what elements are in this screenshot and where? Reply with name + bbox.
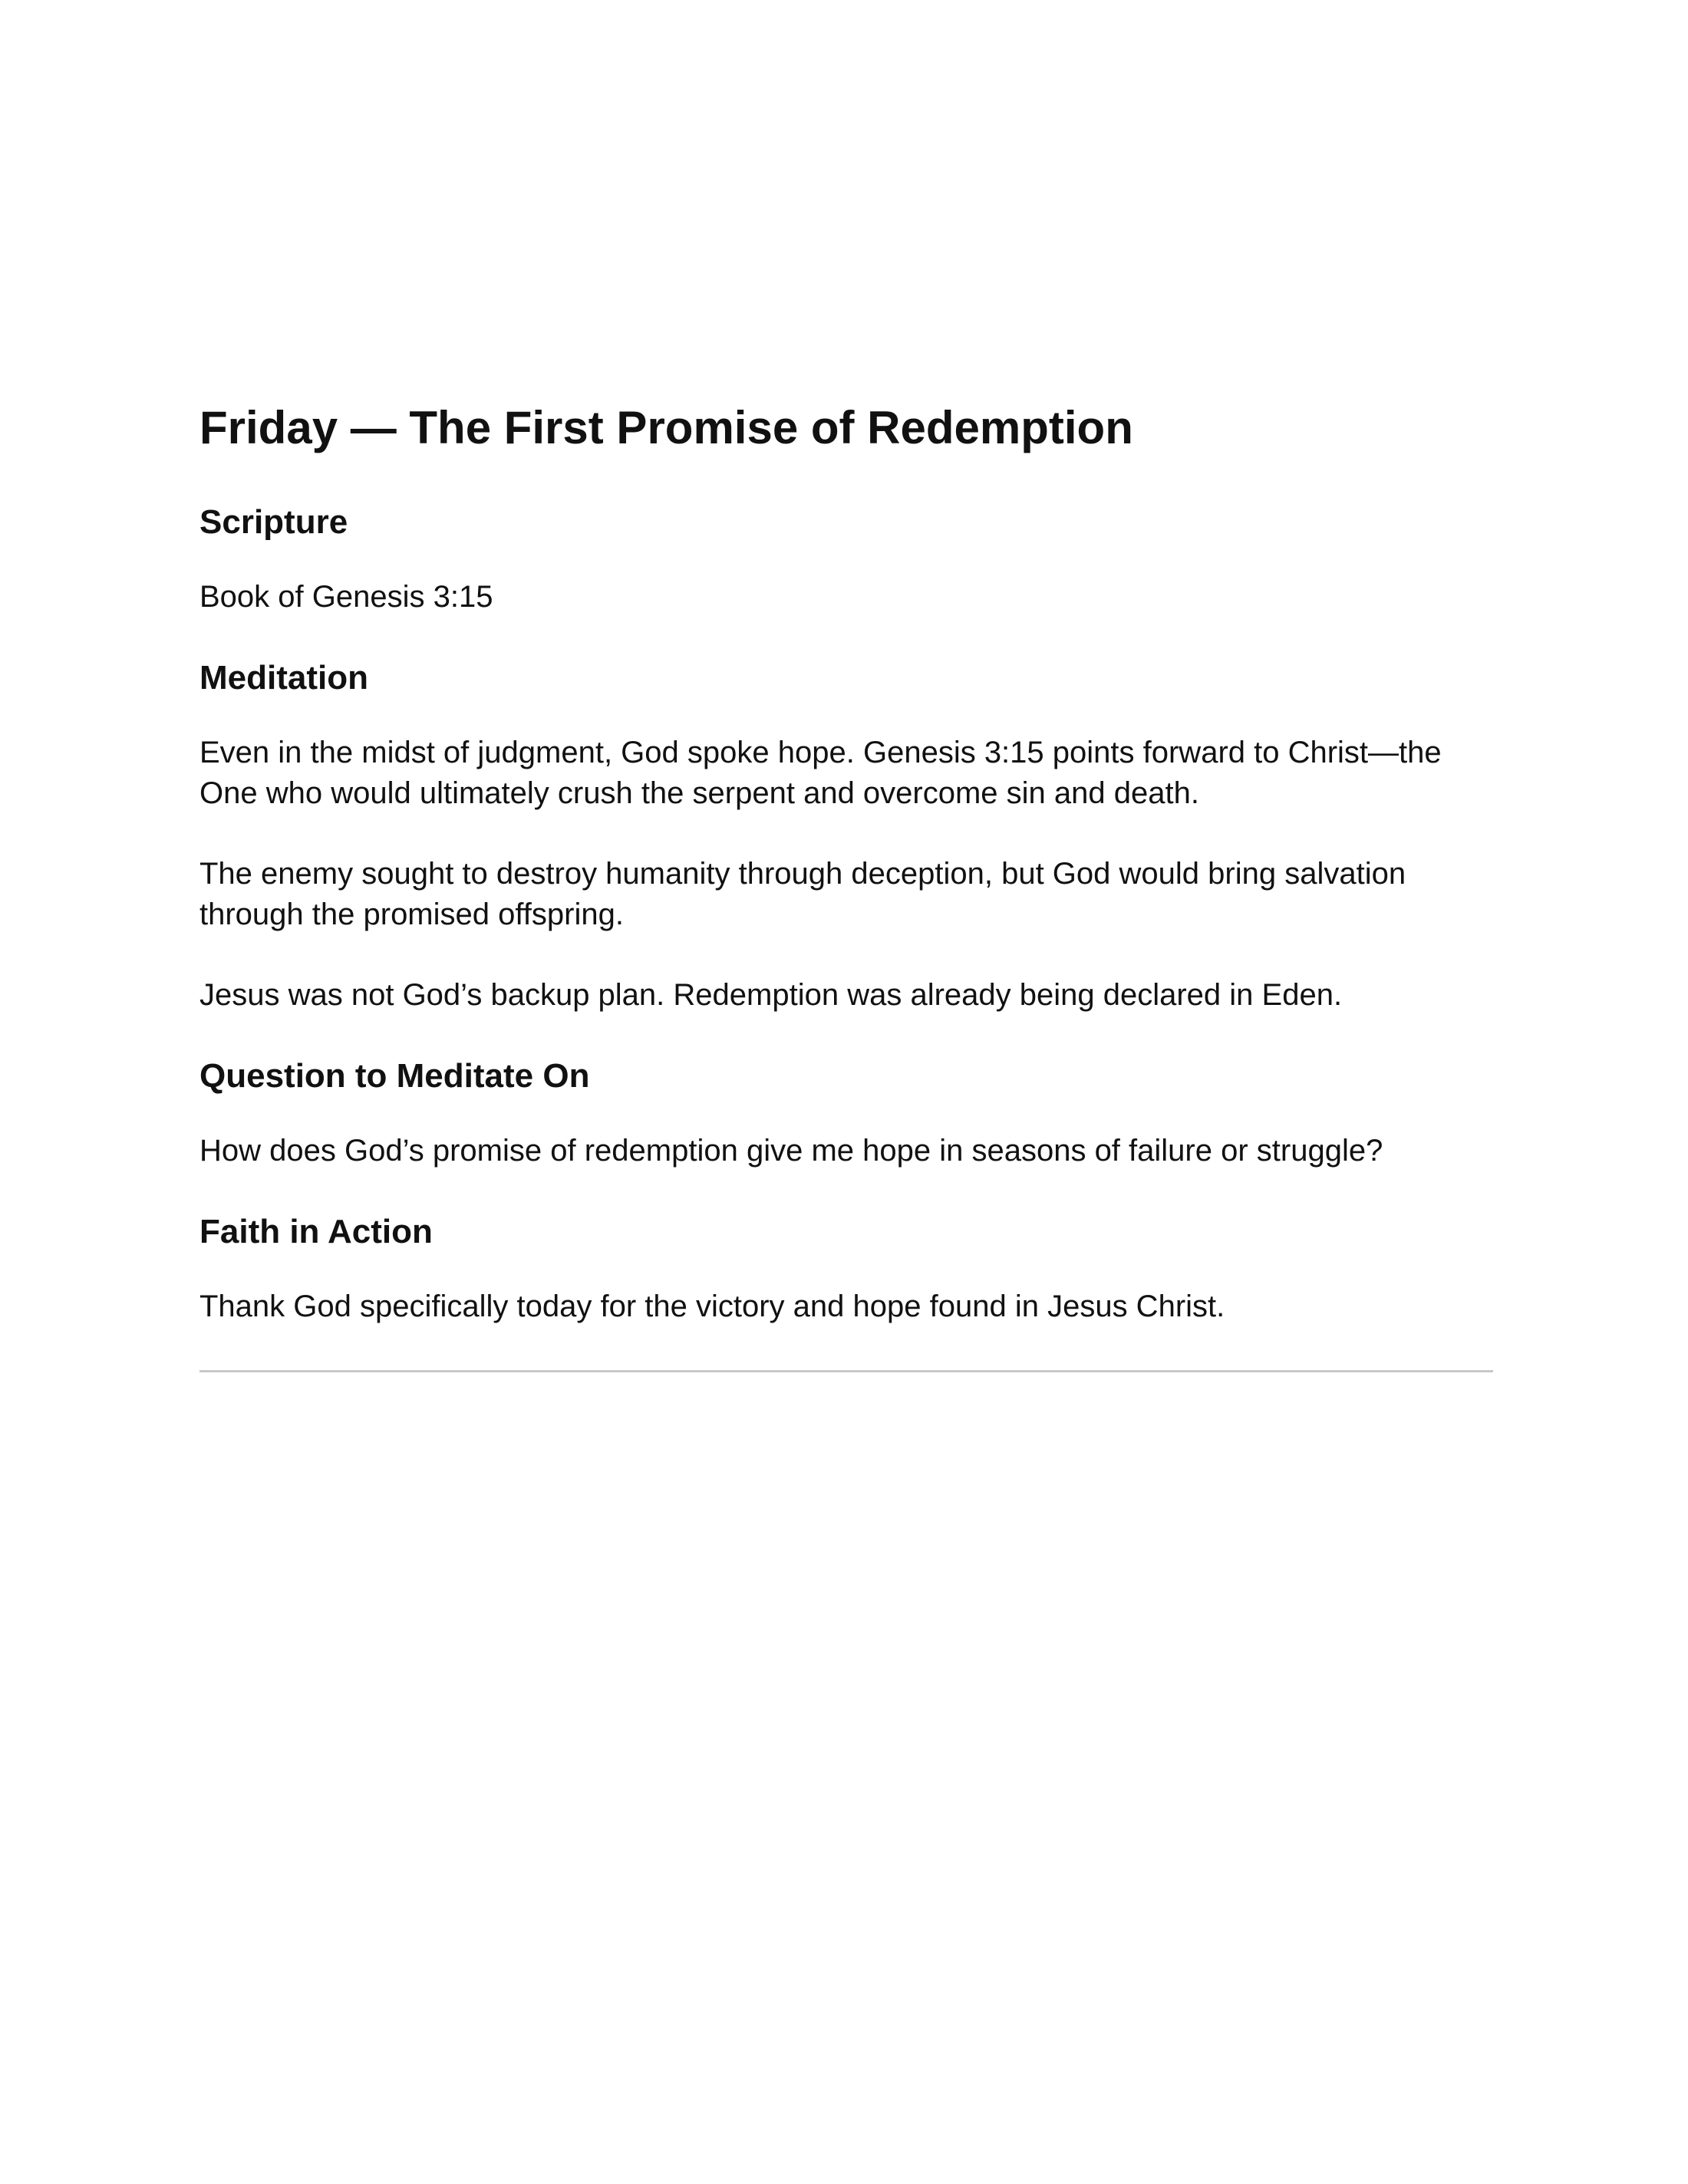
horizontal-divider (199, 1370, 1493, 1372)
page-title: Friday — The First Promise of Redemption (199, 402, 1133, 453)
meditation-paragraph: The enemy sought to destroy humanity through deception, but God would bring salvation through the promised offspring. (199, 857, 1406, 931)
section-heading-question: Question to Meditate On (199, 1057, 590, 1095)
meditation-paragraph: Even in the midst of judgment, God spoke hope. Genesis 3:15 points forward to Christ—the One who would ultimately crush the serpent and overcome sin and death. (199, 736, 1442, 810)
section-heading-scripture: Scripture (199, 503, 348, 541)
section-heading-meditation: Meditation (199, 659, 368, 697)
meditation-question: How does God’s promise of redemption give me hope in seasons of failure or struggle? (199, 1134, 1383, 1168)
scripture-reference: Book of Genesis 3:15 (199, 580, 493, 614)
faith-in-action-text: Thank God specifically today for the victory and hope found in Jesus Christ. (199, 1290, 1225, 1323)
meditation-paragraph: Jesus was not God’s backup plan. Redemption was already being declared in Eden. (199, 978, 1343, 1012)
section-heading-faith-in-action: Faith in Action (199, 1213, 433, 1250)
devotional-content (199, 399, 1493, 1372)
